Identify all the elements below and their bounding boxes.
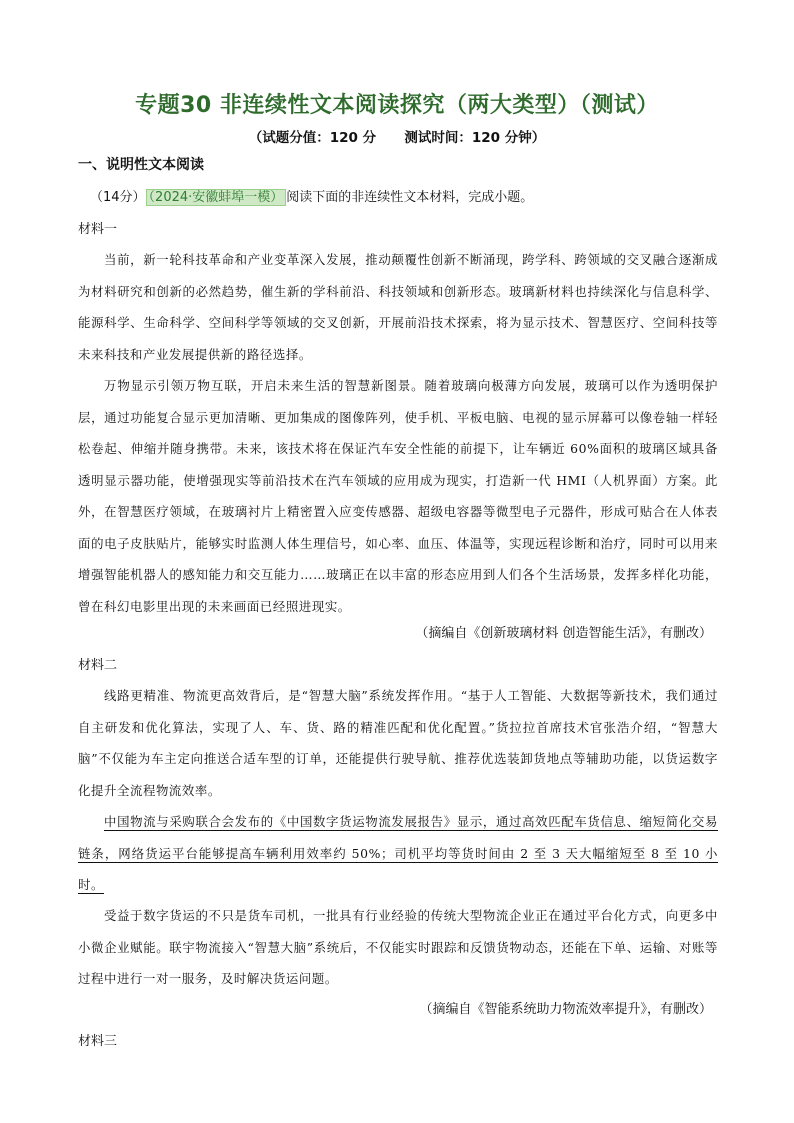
question-score: （14分） (90, 190, 146, 205)
material1-credit: （摘编自《创新玻璃材料 创造智能生活》，有删改） (415, 626, 712, 641)
page-title: 专题30 非连续性文本阅读探究（两大类型）（测试） (135, 93, 659, 118)
material2-paragraph-1: 线路更精准、物流更高效背后，是“智慧大脑”系统发挥作用。“基于人工智能、大数据等新技术，我们通过自主研发和优化算法，实现了人、车、货、路的精准匹配和优化配置。”货拉拉首席技术官张浩介绍，“智慧大脑”不仅能为车主定向推送合适车型的订单，还能提供行驶导航、推荐优选装卸货地点等辅助功能，以货运数字化提升全流程物流效率。 (78, 688, 718, 798)
exam-info: （试题分值：120 分 测试时间：120 分钟） (248, 130, 546, 146)
section-heading: 一、说明性文本阅读 (78, 157, 204, 173)
question-instruction: 阅读下面的非连续性文本材料，完成小题。 (286, 190, 534, 205)
material2-paragraph-2: 中国物流与采购联合会发布的《中国数字货运物流发展报告》显示，通过高效匹配车货信息、缩短简化交易链条，网络货运平台能够提高车辆利用效率约 50%；司机平均等货时间由 2 至 3 天大幅缩短至 8 至 10 小时。 (78, 814, 718, 892)
material2-paragraph-3: 受益于数字货运的不只是货车司机，一批具有行业经验的传统大型物流企业正在通过平台化方式，向更多中小微企业赋能。联宇物流接入“智慧大脑”系统后，不仅能实时跟踪和反馈货物动态，还能在下单、运输、对账等过程中进行一对一服务，及时解决货运问题。 (78, 908, 718, 986)
material2-credit: （摘编自《智能系统助力物流效率提升》，有删改） (419, 1002, 712, 1017)
question-intro (90, 186, 533, 205)
material1-paragraph-2: 万物显示引领万物互联，开启未来生活的智慧新图景。随着玻璃向极薄方向发展，玻璃可以作为透明保护层，通过功能复合显示更加清晰、更加集成的图像阵列，使手机、平板电脑、电视的显示屏幕可以像卷轴一样轻松卷起、伸缩并随身携带。未来，该技术将在保证汽车安全性能的前提下，让车辆近 60%面积的玻璃区域具备透明显示器功能，使增强现实等前沿技术在汽车领域的应用成为现实，打造新一代 HMI（人机界面）方案。此外，在智慧医疗领域，在玻璃衬片上精密置入应变传感器、超级电容器等微型电子元器件，形成可贴合在人体表面的电子皮肤贴片，能够实时监测人体生理信号，如心率、血压、体温等，实现远程诊断和治疗，同时可以用来增强智能机器人的感知能力和交互能力……玻璃正在以丰富的形态应用到人们各个生活场景，发挥多样化功能，曾在科幻电影里出现的未来画面已经照进现实。 (78, 378, 718, 614)
material1-paragraph-1: 当前，新一轮科技革命和产业变革深入发展，推动颠覆性创新不断涌现，跨学科、跨领域的交叉融合逐渐成为材料研究和创新的必然趋势，催生新的学科前沿、科技领域和创新形态。玻璃新材料也持续深化与信息科学、能源科学、生命科学、空间科学等领域的交叉创新，开展前沿技术探索，将为显示技术、智慧医疗、空间科技等未来科技和产业发展提供新的路径选择。 (78, 252, 718, 362)
material-label-3: 材料三 (78, 1034, 118, 1049)
material-label-2: 材料二 (78, 658, 118, 673)
material-label-1: 材料一 (78, 222, 118, 237)
source-tag: （2024·安徽蚌埠一模） (146, 189, 287, 206)
